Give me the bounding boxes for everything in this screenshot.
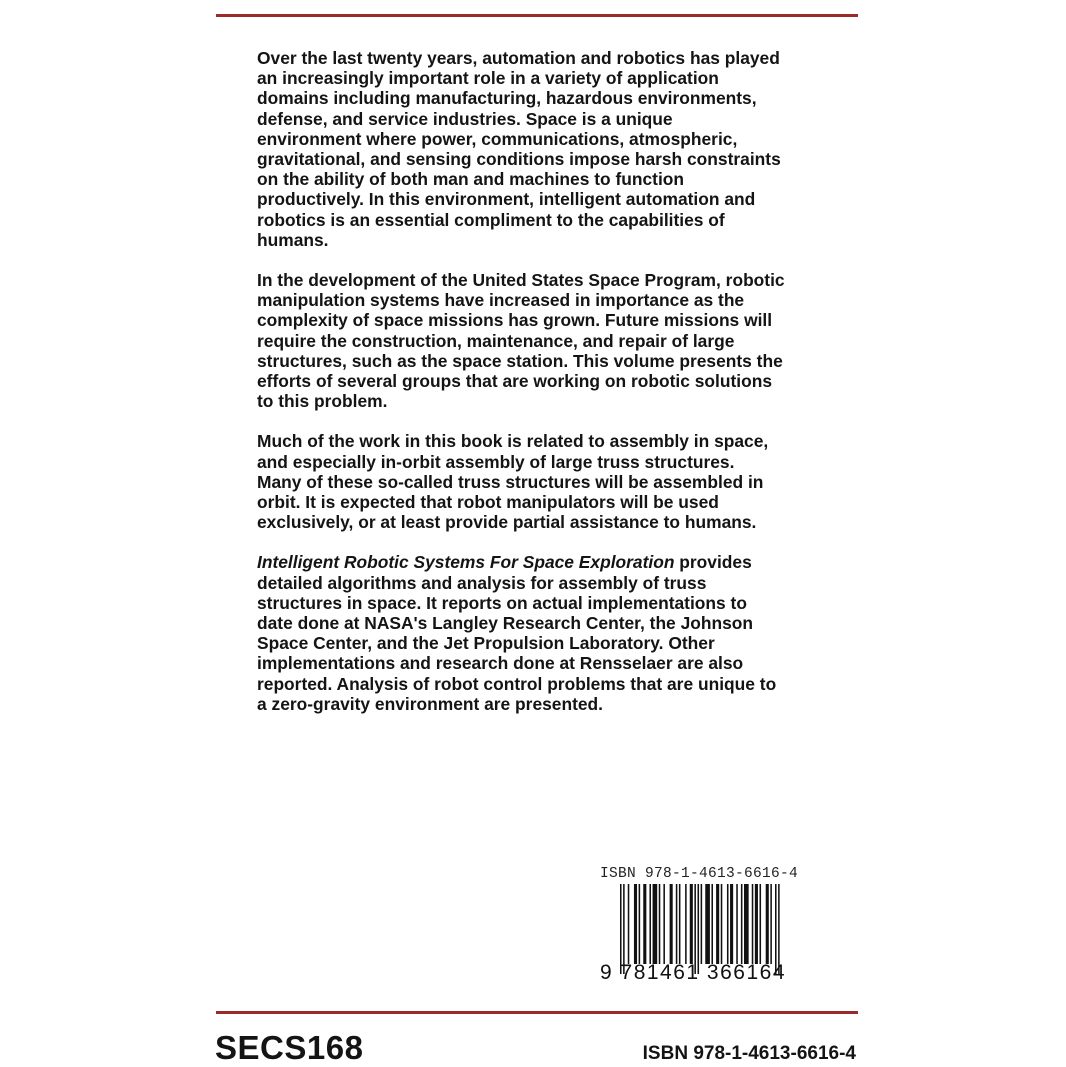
- blurb-paragraph-4-text: provides detailed algorithms and analysis for assembly of truss structures in space. It reports on actual implementations to date done at NASA's Langley Research Center, the Johnson Space Center, and the Jet Propulsion Laboratory. Other implementations and research done at Rensselaer are also reported. Analysis of robot control problems that are unique to a zero-gravity environment are presented.: [257, 552, 777, 714]
- book-title: Intelligent Robotic Systems For Space Exploration: [257, 552, 675, 573]
- top-rule: [216, 14, 858, 17]
- blurb-paragraph-4: [257, 552, 832, 714]
- series-code: SECS168: [215, 1029, 364, 1066]
- barcode-bar: [634, 884, 637, 964]
- barcode-bar: [760, 884, 762, 964]
- back-cover-blurb: [257, 48, 832, 734]
- barcode-bar: [736, 884, 738, 964]
- barcode-bar: [727, 884, 729, 964]
- barcode-bar: [755, 884, 758, 964]
- barcode-bar: [770, 884, 772, 964]
- barcode-bar: [721, 884, 723, 964]
- barcode-bar: [766, 884, 769, 964]
- barcode-bar: [744, 884, 749, 964]
- blurb-paragraph-3: Much of the work in this book is related to assembly in space, and especially in-orbit assembly of large truss structures. Many of these so-called truss structures will be assembled in orbit. It is expected that robot manipulators will be used exclusively, or at least provide partial assistance to humans.: [257, 431, 769, 533]
- barcode-bar: [741, 884, 743, 964]
- barcode-bar: [705, 884, 710, 964]
- bottom-rule: [216, 1011, 858, 1014]
- barcode-bar: [659, 884, 661, 964]
- barcode-bar: [711, 884, 713, 964]
- barcode-bar: [685, 884, 687, 964]
- barcode-bar: [663, 884, 665, 964]
- barcode-bar: [676, 884, 678, 964]
- barcode-isbn-label: ISBN 978-1-4613-6616-4: [600, 866, 799, 882]
- barcode-bar: [628, 884, 630, 964]
- blurb-paragraph-2: In the development of the United States Space Program, robotic manipulation systems have increased in importance as the complexity of space missions has grown. Future missions will require the construction, maintenance, and repair of large structures, such as the space station. This volume presents the efforts of several groups that are working on robotic solutions to this problem.: [257, 270, 785, 412]
- barcode-bar: [649, 884, 651, 964]
- barcode-bar: [716, 884, 719, 964]
- blurb-paragraph-1: Over the last twenty years, automation and robotics has played an increasingly important role in a variety of application domains including manufacturing, hazardous environments, defense, and service industries. Space is a unique environment where power, communications, atmospheric, gravitational, and sensing conditions impose harsh constraints on the ability of both man and machines to function productively. In this environment, intelligent automation and robotics is an essential compliment to the capabilities of humans.: [257, 48, 781, 250]
- barcode-bar: [752, 884, 754, 964]
- barcode-bar: [653, 884, 658, 964]
- barcode-bar: [670, 884, 673, 964]
- barcode-bar: [639, 884, 641, 964]
- barcode-bar: [701, 884, 703, 964]
- barcode-bar: [643, 884, 646, 964]
- barcode-bar: [690, 884, 693, 964]
- barcode-digits: 9 781461 366164: [600, 961, 786, 984]
- barcode-bar: [679, 884, 681, 964]
- barcode-block: [600, 866, 820, 986]
- footer-isbn: ISBN 978-1-4613-6616-4: [642, 1043, 856, 1064]
- barcode-bar: [730, 884, 733, 964]
